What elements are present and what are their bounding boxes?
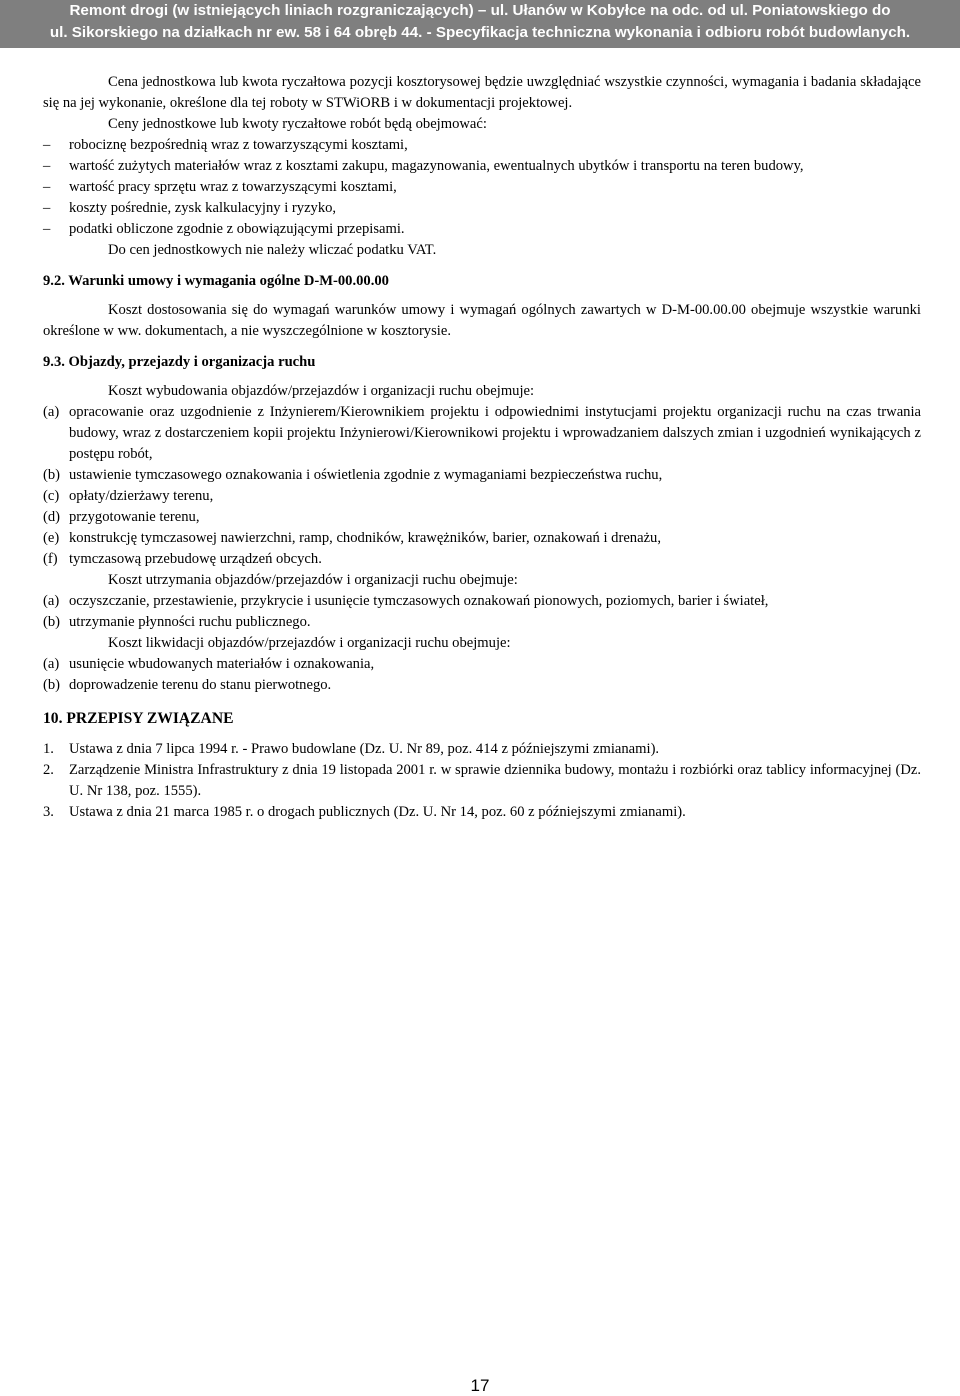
list-item: (b) doprowadzenie terenu do stanu pierwotnego. [43,677,332,693]
list-item: – wartość zużytych materiałów wraz z kosztami zakupu, magazynowania, ewentualnych ubytków i transportu na teren budowy, [43,156,921,177]
list-item: 3. Ustawa z dnia 21 marca 1985 r. o drogach publicznych (Dz. U. Nr 14, poz. 60 z późniejszymi zmianami). [43,804,686,820]
dash-bullet: – [43,137,51,153]
section-9-2-title: 9.2. Warunki umowy i wymagania ogólne D-M-00.00.00 [43,273,389,289]
list-item: (c) opłaty/dzierżawy terenu, [43,488,214,504]
remove-cost-intro: Koszt likwidacji objazdów/przejazdów i organizacji ruchu obejmuje: [108,635,511,651]
list-item: – podatki obliczone zgodnie z obowiązującymi przepisami. [43,219,921,240]
maintain-cost-intro: Koszt utrzymania objazdów/przejazdów i organizacji ruchu obejmuje: [108,572,518,588]
intro-paragraph: Cena jednostkowa lub kwota ryczałtowa pozycji kosztorysowej będzie uwzględniać wszystkie czynności, wymagania i badania składające się na jej wykonanie, określone dla tej roboty w STWiORB i w dokumentacji projektowej. [43,74,921,111]
maintain-cost-list [43,591,921,633]
document-body [43,72,921,823]
list-item: (b) utrzymanie płynności ruchu publicznego. [43,614,311,630]
header-line-1: Remont drogi (w istniejących liniach rozgraniczających) – ul. Ułanów w Kobyłce na odc. od ul. Poniatowskiego do [69,2,891,19]
dash-bullet: – [43,158,51,174]
list-item: 2. Zarządzenie Ministra Infrastruktury z dnia 19 listopada 2001 r. w sprawie dziennika budowy, montażu i rozbiórki oraz tablicy informacyjnej (Dz. U. Nr 138, poz. 1555). [43,762,921,799]
section-9-2-paragraph: Koszt dostosowania się do wymagań warunków umowy i wymagań ogólnych zawartych w D-M-00.00.00 obejmuje wszystkie warunki określone w ww. dokumentach, a nie wyszczególnione w kosztorysie. [43,302,921,339]
dash-bullet: – [43,200,51,216]
list-item: (a) usunięcie wbudowanych materiałów i oznakowania, [43,656,375,672]
list-item: (a) oczyszczanie, przestawienie, przykrycie i usunięcie tymczasowych oznakowań pionowych, poziomych, barier i świateł, [43,593,769,609]
list-item: (b) ustawienie tymczasowego oznakowania i oświetlenia zgodnie z wymaganiami bezpieczeństwa ruchu, [43,467,663,483]
list-item: – wartość pracy sprzętu wraz z towarzyszącymi kosztami, [43,177,921,198]
price-components-list [43,135,921,240]
build-cost-list [43,402,921,570]
section-9-3-title: 9.3. Objazdy, przejazdy i organizacja ruchu [43,354,316,370]
list-item: 1. Ustawa z dnia 7 lipca 1994 r. - Prawo budowlane (Dz. U. Nr 89, poz. 414 z późniejszymi zmianami). [43,741,660,757]
dash-bullet: – [43,179,51,195]
dash-bullet: – [43,221,51,237]
list-item: – koszty pośrednie, zysk kalkulacyjny i ryzyko, [43,198,921,219]
regulations-list [43,739,921,823]
build-cost-intro: Koszt wybudowania objazdów/przejazdów i organizacji ruchu obejmuje: [108,383,535,399]
list-item: (d) przygotowanie terenu, [43,509,200,525]
list-item: (e) konstrukcję tymczasowej nawierzchni, ramp, chodników, krawężników, barier, oznakowań i drenażu, [43,530,661,546]
page-header [0,0,960,48]
prices-include-paragraph: Ceny jednostkowe lub kwoty ryczałtowe robót będą obejmować: [108,116,487,132]
remove-cost-list [43,654,921,696]
section-10-title: 10. PRZEPISY ZWIĄZANE [43,710,234,727]
vat-note: Do cen jednostkowych nie należy wliczać podatku VAT. [108,242,437,258]
list-item: – robociznę bezpośrednią wraz z towarzyszącymi kosztami, [43,135,921,156]
header-line-2: ul. Sikorskiego na działkach nr ew. 58 i 64 obręb 44. - Specyfikacja techniczna wykonania i odbioru robót budowlanych. [49,24,911,41]
list-item: (a) opracowanie oraz uzgodnienie z Inżynierem/Kierownikiem projektu i odpowiednimi instytucjami projektu organizacji ruchu na czas trwania budowy, wraz z dostarczeniem kopii projektu Inżynierowi/Kierownikowi projektu i wprowadzaniem dalszych zmian i uzgodnień wynikających z postępu robót, [43,404,921,462]
page-number: 17 [470,1376,490,1395]
list-item: (f) tymczasową przebudowę urządzeń obcych. [43,551,322,567]
